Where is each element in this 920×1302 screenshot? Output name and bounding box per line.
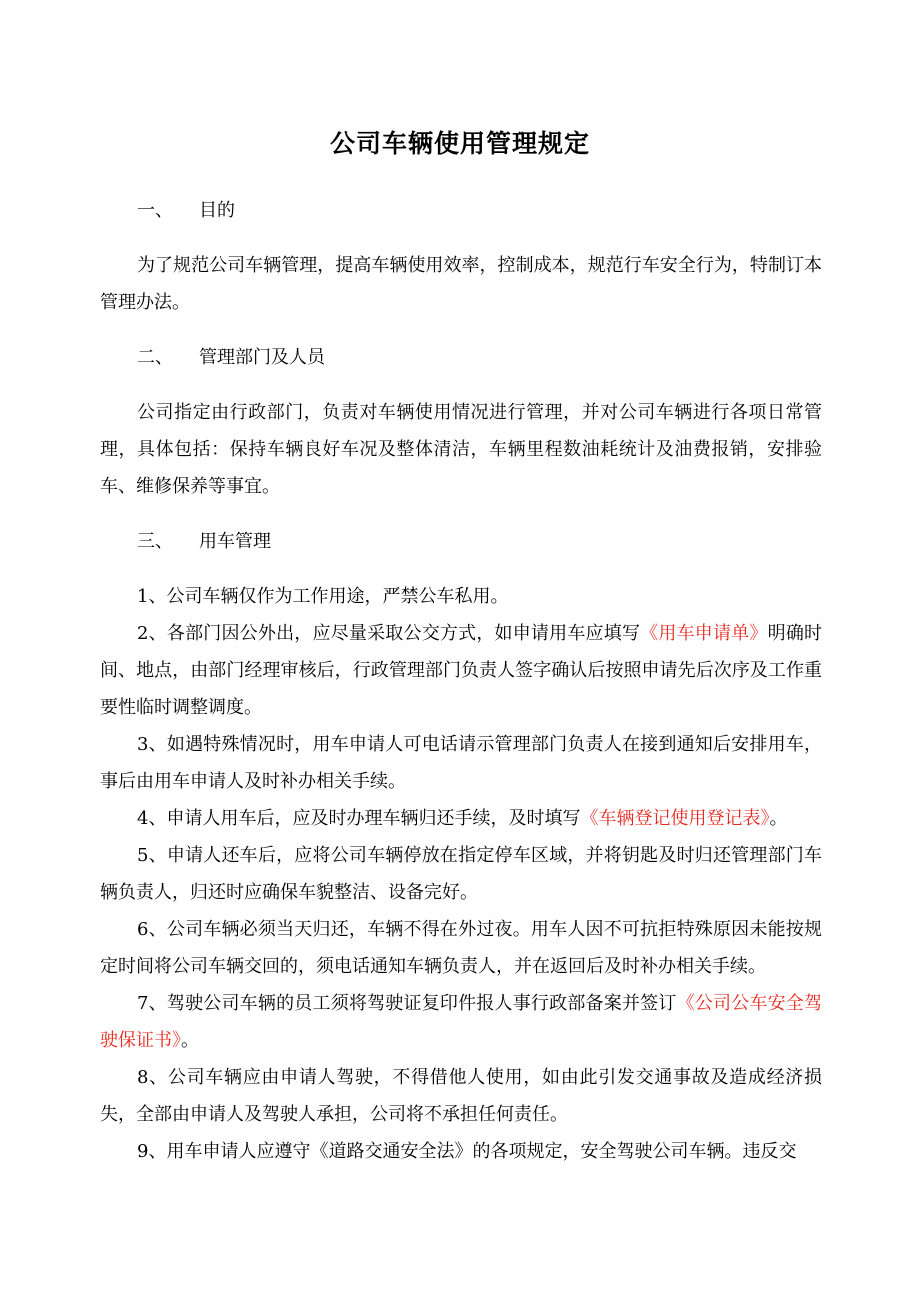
form-reference-guarantee: 《公司公车安全驾驶保证书》 [100,993,823,1051]
form-reference-register: 《车辆登记使用登记表》 [580,808,770,829]
paragraph-management: 公司指定由行政部门，负责对车辆使用情况进行管理，并对公司车辆进行各项日常管理，具体包括：保持车辆良好车况及整体清洁，车辆里程数油耗统计及油费报销，安排验车、维修保养等事宜。 [100,402,822,497]
section-heading-management [100,339,822,376]
list-item-text: 。 [181,1030,199,1051]
list-item-text: 7、驾驶公司车辆的员工须将驾驶证复印件报人事行政部备案并签订 [137,993,677,1014]
list-item-text: 。 [769,808,788,829]
section-number: 三、 [137,531,173,552]
list-item-4 [100,800,822,837]
list-item-2 [100,615,822,726]
list-item-6: 6、公司车辆必须当天归还，车辆不得在外过夜。用车人因不可抗拒特殊原因未能按规定时间将公司车辆交回的，须电话通知车辆负责人，并在返回后及时补办相关手续。 [100,919,822,977]
list-item-text: 4、申请人用车后，应及时办理车辆归还手续，及时填写 [137,808,581,829]
section-title: 管理部门及人员 [199,347,325,368]
list-item-text: 2、各部门因公外出，应尽量采取公交方式，如申请用车应填写 [137,623,641,644]
list-item-9: 9、用车申请人应遵守《道路交通安全法》的各项规定，安全驾驶公司车辆。违反交 [137,1141,797,1162]
section-number: 一、 [137,200,173,221]
list-item-8: 8、公司车辆应由申请人驾驶，不得借他人使用，如由此引发交通事故及造成经济损失，全部由申请人及驾驶人承担，公司将不承担任何责任。 [100,1067,822,1125]
section-heading-usage [100,523,822,560]
list-item-5: 5、申请人还车后，应将公司车辆停放在指定停车区域，并将钥匙及时归还管理部门车辆负责人，归还时应确保车貌整洁、设备完好。 [100,845,822,903]
list-item-7 [100,985,822,1059]
list-item-3: 3、如遇特殊情况时，用车申请人可电话请示管理部门负责人在接到通知后安排用车，事后由用车申请人及时补办相关手续。 [100,734,822,792]
form-reference-apply: 《用车申请单》 [640,623,768,644]
section-number: 二、 [137,347,173,368]
document-title: 公司车辆使用管理规定 [329,129,590,158]
list-item-text: 明确时间、地点，由部门经理审核后，行政管理部门负责人签字确认后按照申请先后次序及工作重要性临时调整调度。 [100,623,823,718]
section-title: 目的 [199,200,235,221]
paragraph-purpose: 为了规范公司车辆管理，提高车辆使用效率，控制成本，规范行车安全行为，特制订本管理办法。 [100,255,822,313]
document-body [100,192,822,1170]
section-title: 用车管理 [199,531,271,552]
list-item-1: 1、公司车辆仅作为工作用途，严禁公车私用。 [137,586,509,607]
section-heading-purpose [100,192,822,229]
